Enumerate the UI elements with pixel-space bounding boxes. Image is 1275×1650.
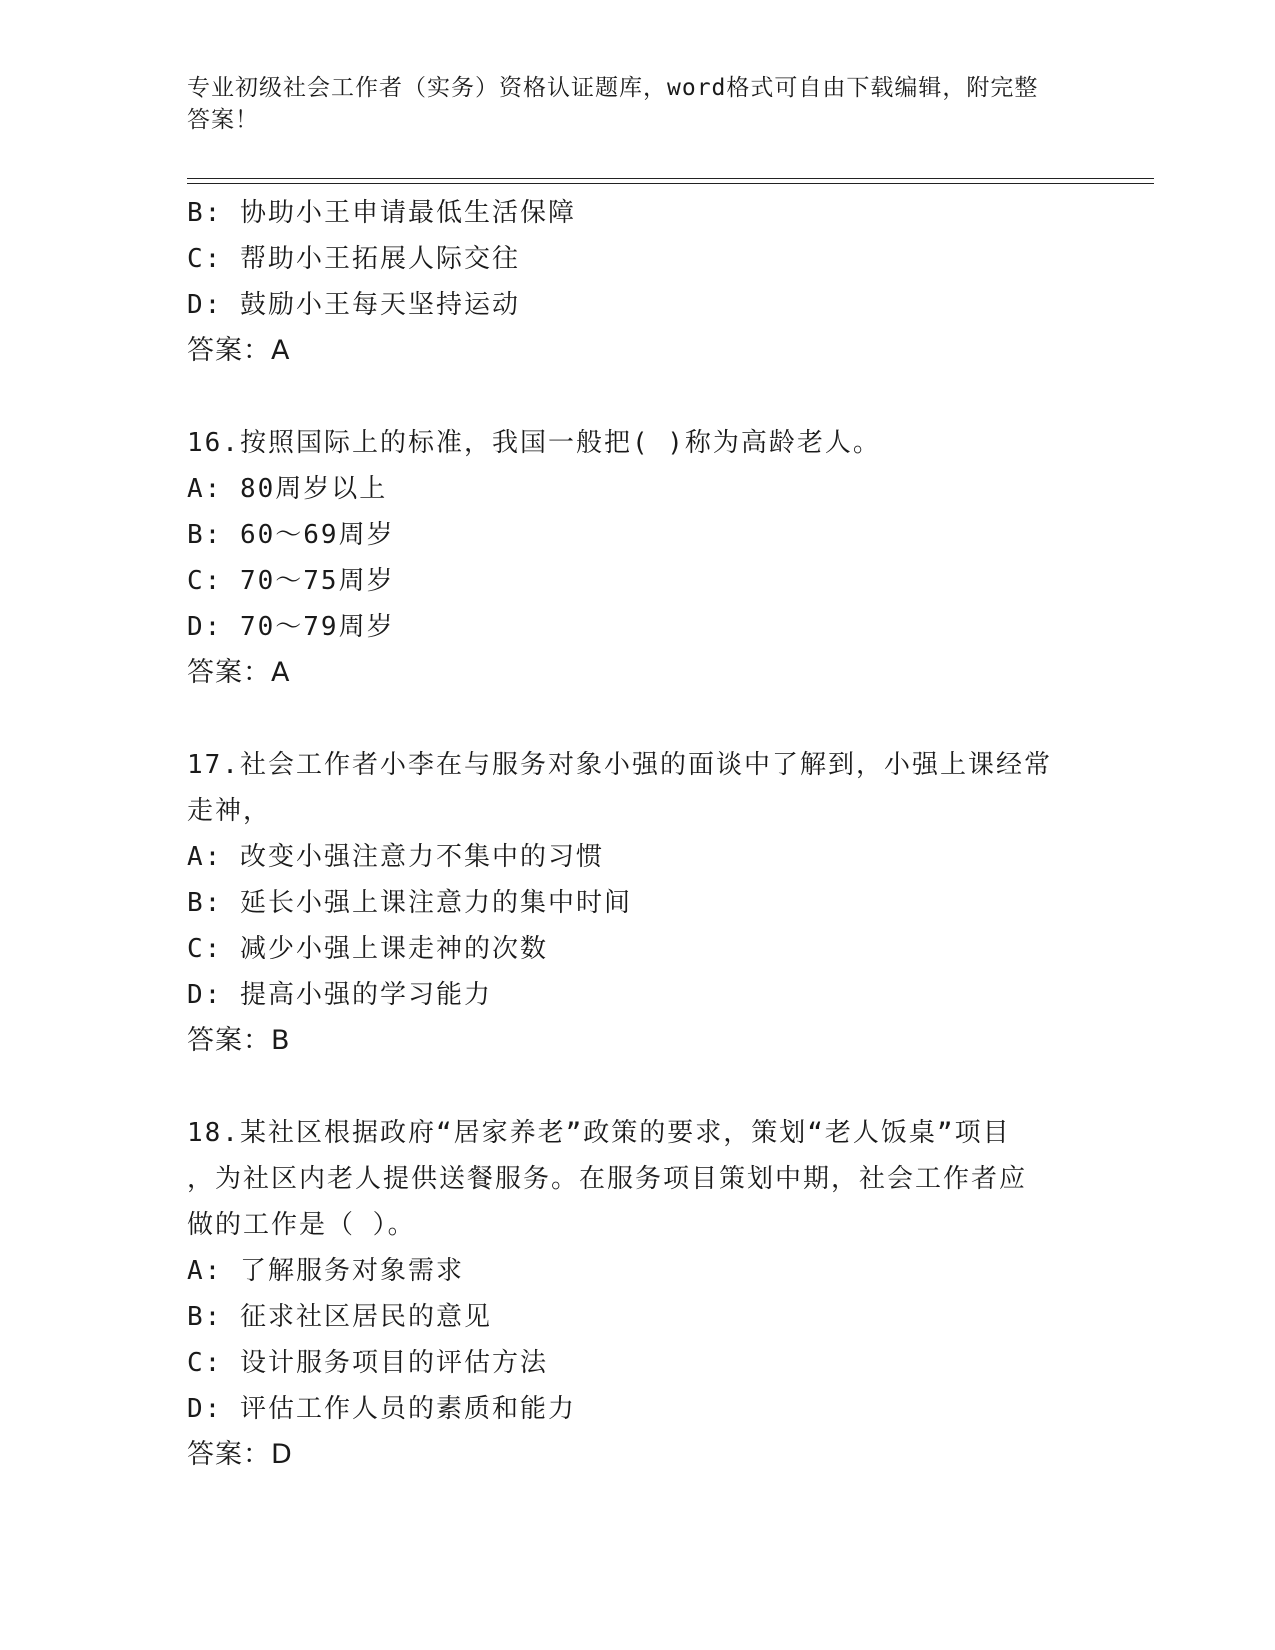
question-stem: 16.按照国际上的标准，我国一般把( )称为高龄老人。 [187,428,881,458]
option-c: C: 减少小强上课走神的次数 [187,934,548,964]
question-17 [187,742,1087,1064]
question-stem-line-3: 做的工作是（ ）。 [187,1210,416,1240]
option-c: C: 70～75周岁 [187,566,395,596]
option-c: C: 设计服务项目的评估方法 [187,1348,548,1378]
option-b: B: 征求社区居民的意见 [187,1302,492,1332]
document-header [187,72,1067,136]
question-18 [187,1110,1087,1478]
option-d: D: 70～79周岁 [187,612,395,642]
question-stem-line-1: 17.社会工作者小李在与服务对象小强的面谈中了解到，小强上课经常 [187,750,1052,780]
header-divider-bottom [187,183,1154,184]
header-line-1: 专业初级社会工作者（实务）资格认证题库，word格式可自由下载编辑，附完整 [187,75,1039,101]
option-d: D: 评估工作人员的素质和能力 [187,1394,576,1424]
spacer [187,1064,1087,1110]
answer: 答案：B [187,1025,291,1056]
spacer [187,374,1087,420]
question-stem-line-1: 18.某社区根据政府“居家养老”政策的要求，策划“老人饭桌”项目 [187,1118,1011,1148]
option-a: A: 了解服务对象需求 [187,1256,464,1286]
option-b: B: 60～69周岁 [187,520,395,550]
option-d: D: 提高小强的学习能力 [187,980,492,1010]
option-c: C: 帮助小王拓展人际交往 [187,244,520,274]
question-15 [187,190,1087,374]
answer: 答案：A [187,335,291,366]
question-16 [187,420,1087,696]
answer: 答案：A [187,657,291,688]
question-stem-line-2: 走神， [187,796,272,826]
spacer [187,696,1087,742]
option-b: B: 协助小王申请最低生活保障 [187,198,576,228]
option-d: D: 鼓励小王每天坚持运动 [187,290,520,320]
question-list [187,190,1087,1478]
option-b: B: 延长小强上课注意力的集中时间 [187,888,632,918]
header-line-2: 答案！ [187,107,259,133]
header-divider-top [187,178,1154,179]
option-a: A: 80周岁以上 [187,474,388,504]
question-stem-line-2: ，为社区内老人提供送餐服务。在服务项目策划中期，社会工作者应 [187,1164,1028,1194]
option-a: A: 改变小强注意力不集中的习惯 [187,842,604,872]
answer: 答案：D [187,1439,293,1470]
